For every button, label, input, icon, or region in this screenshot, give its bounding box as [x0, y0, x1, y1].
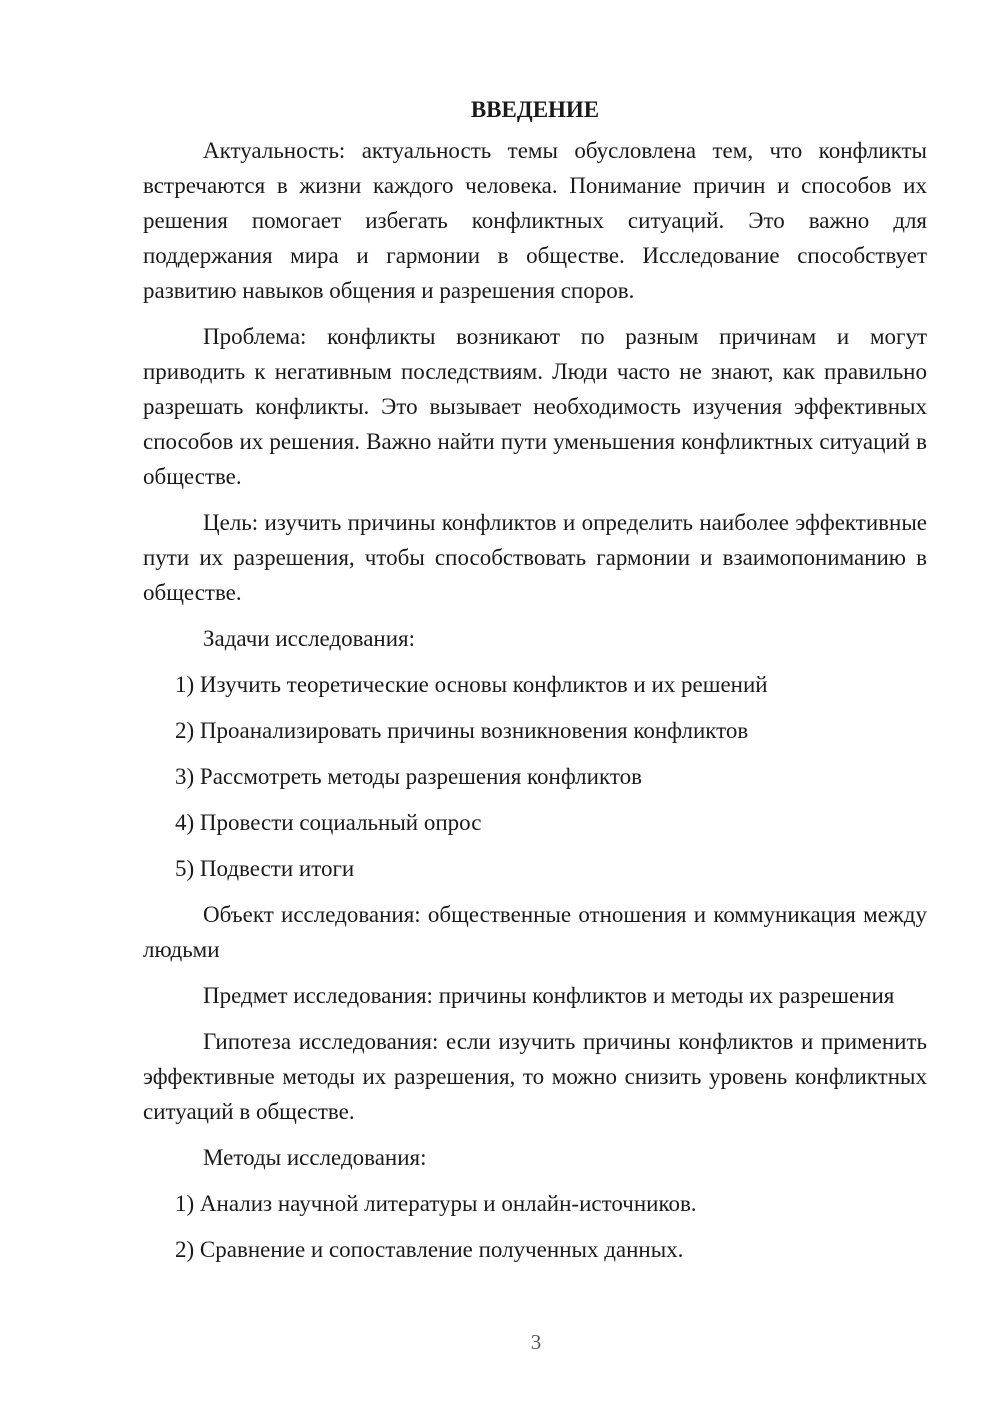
list-item: 5) Подвести итоги: [175, 856, 355, 881]
tasks-list: [143, 667, 927, 886]
list-item: 1) Анализ научной литературы и онлайн-источников.: [175, 1191, 697, 1216]
goal-paragraph: Цель: изучить причины конфликтов и определить наиболее эффективные пути их разрешения, чтобы способствовать гармонии и взаимопониманию в обществе.: [143, 510, 927, 605]
list-item: 3) Рассмотреть методы разрешения конфликтов: [175, 764, 642, 789]
object-paragraph: Объект исследования: общественные отношения и коммуникация между людьми: [143, 902, 927, 962]
list-item: 2) Сравнение и сопоставление полученных данных.: [175, 1237, 684, 1262]
hypothesis-paragraph: Гипотеза исследования: если изучить причины конфликтов и применить эффективные методы их разрешения, то можно снизить уровень конфликтных ситуаций в обществе.: [143, 1029, 927, 1124]
problem-paragraph: Проблема: конфликты возникают по разным причинам и могут приводить к негативным последствиям. Люди часто не знают, как правильно разрешать конфликты. Это вызывает необходимость изучения эффективных способов их решения. Важно найти пути уменьшения конфликтных ситуаций в обществе.: [143, 324, 927, 489]
subject-paragraph: Предмет исследования: причины конфликтов и методы их разрешения: [203, 983, 895, 1008]
list-item: 2) Проанализировать причины возникновения конфликтов: [175, 718, 749, 743]
list-item: 4) Провести социальный опрос: [175, 810, 482, 835]
relevance-paragraph: Актуальность: актуальность темы обусловлена тем, что конфликты встречаются в жизни каждого человека. Понимание причин и способов их решения помогает избегать конфликтных ситуаций. Это важно для поддержания мира и гармонии в обществе. Исследование способствует развитию навыков общения и разрешения споров.: [143, 138, 927, 303]
tasks-heading: Задачи исследования:: [203, 626, 416, 651]
list-item: 1) Изучить теоретические основы конфликтов и их решений: [175, 672, 768, 697]
methods-list: [143, 1186, 927, 1267]
methods-heading: Методы исследования:: [203, 1145, 427, 1170]
document-page: [143, 92, 927, 1278]
page-number: 3: [530, 1330, 542, 1354]
section-title: ВВЕДЕНИЕ: [470, 97, 600, 122]
